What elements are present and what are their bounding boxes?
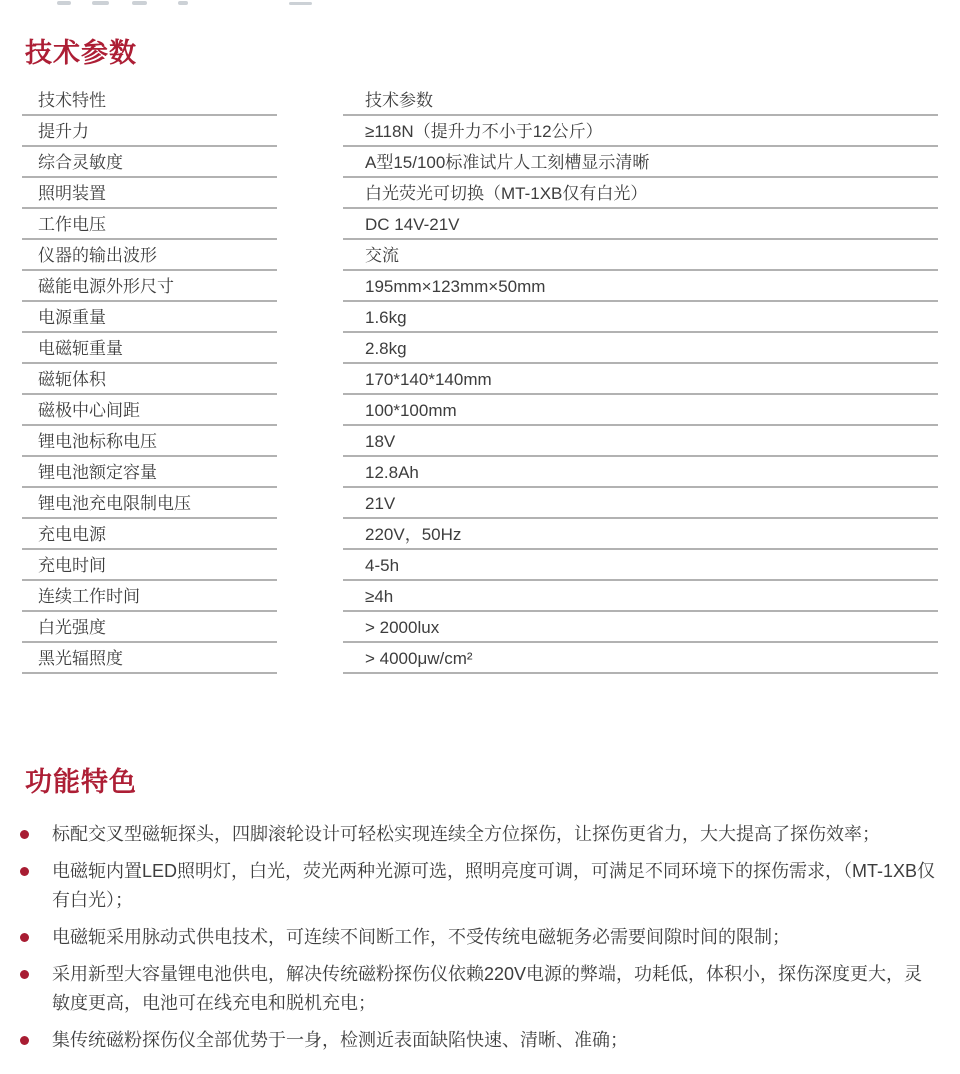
- spec-row-value: 100*100mm: [343, 395, 938, 426]
- spec-row-label: 连续工作时间: [22, 581, 277, 612]
- table-row: [22, 581, 938, 612]
- table-row: [22, 643, 938, 674]
- table-row: [22, 457, 938, 488]
- spec-row-label: 磁极中心间距: [22, 395, 277, 426]
- spec-header-parameter: 技术参数: [343, 85, 938, 116]
- spec-row-value: 170*140*140mm: [343, 364, 938, 395]
- spec-row-label: 黑光辐照度: [22, 643, 277, 674]
- spec-row-value: 195mm×123mm×50mm: [343, 271, 938, 302]
- spec-row-value: 2.8kg: [343, 333, 938, 364]
- spec-row-label: 充电时间: [22, 550, 277, 581]
- table-row: [22, 209, 938, 240]
- spec-header-feature: 技术特性: [22, 85, 277, 116]
- spec-row-value: 18V: [343, 426, 938, 457]
- spec-row-value: > 2000lux: [343, 612, 938, 643]
- spec-row-label: 充电电源: [22, 519, 277, 550]
- features-list: [20, 820, 938, 1063]
- feature-text: 电磁轭内置LED照明灯，白光，荧光两种光源可选，照明亮度可调，可满足不同环境下的探伤需求，（MT-1XB仅有白光）；: [52, 861, 936, 910]
- cropped-text-remnant: [57, 1, 71, 5]
- bullet-icon: [20, 830, 29, 839]
- spec-row-label: 综合灵敏度: [22, 147, 277, 178]
- spec-row-value: 4-5h: [343, 550, 938, 581]
- spec-row-label: 电源重量: [22, 302, 277, 333]
- table-row: [22, 116, 938, 147]
- cropped-text-remnant: [132, 1, 147, 5]
- list-item: [20, 960, 938, 1018]
- spec-row-value: 12.8Ah: [343, 457, 938, 488]
- spec-table: [22, 85, 938, 674]
- list-item: [20, 857, 938, 915]
- spec-row-value: ≥4h: [343, 581, 938, 612]
- spec-row-label: 磁轭体积: [22, 364, 277, 395]
- spec-row-value: 220V，50Hz: [343, 519, 938, 550]
- table-row: [22, 302, 938, 333]
- cropped-text-remnant: [289, 2, 312, 5]
- table-row: [22, 240, 938, 271]
- cropped-text-remnant: [178, 1, 188, 5]
- bullet-icon: [20, 867, 29, 876]
- table-row: [22, 333, 938, 364]
- spec-row-value: > 4000μw/cm²: [343, 643, 938, 674]
- spec-row-label: 锂电池充电限制电压: [22, 488, 277, 519]
- spec-row-label: 锂电池额定容量: [22, 457, 277, 488]
- table-row: [22, 426, 938, 457]
- spec-section-title: 技术参数: [25, 38, 137, 68]
- list-item: [20, 820, 938, 849]
- spec-row-label: 磁能电源外形尺寸: [22, 271, 277, 302]
- table-row: [22, 178, 938, 209]
- spec-row-value: 21V: [343, 488, 938, 519]
- table-row: [22, 271, 938, 302]
- cropped-text-remnant: [92, 1, 109, 5]
- spec-row-label: 工作电压: [22, 209, 277, 240]
- spec-row-label: 锂电池标称电压: [22, 426, 277, 457]
- bullet-icon: [20, 970, 29, 979]
- list-item: [20, 1026, 938, 1055]
- feature-text: 采用新型大容量锂电池供电，解决传统磁粉探伤仪依赖220V电源的弊端，功耗低，体积小，探伤深度更大，灵敏度更高，电池可在线充电和脱机充电；: [52, 964, 923, 1013]
- spec-row-label: 照明装置: [22, 178, 277, 209]
- table-row: [22, 550, 938, 581]
- feature-text: 电磁轭采用脉动式供电技术，可连续不间断工作，不受传统电磁轭务必需要间隙时间的限制；: [52, 927, 790, 947]
- spec-row-label: 电磁轭重量: [22, 333, 277, 364]
- feature-text: 标配交叉型磁轭探头，四脚滚轮设计可轻松实现连续全方位探伤，让探伤更省力，大大提高了探伤效率；: [52, 824, 880, 844]
- table-row: [22, 612, 938, 643]
- feature-text: 集传统磁粉探伤仪全部优势于一身，检测近表面缺陷快速、清晰、准确；: [52, 1030, 628, 1050]
- spec-row-value: 白光荧光可切换（MT-1XB仅有白光）: [343, 178, 938, 209]
- spec-row-label: 白光强度: [22, 612, 277, 643]
- features-section-title: 功能特色: [25, 767, 137, 797]
- bullet-icon: [20, 1036, 29, 1045]
- spec-row-value: ≥118N（提升力不小于12公斤）: [343, 116, 938, 147]
- table-row: [22, 395, 938, 426]
- list-item: [20, 923, 938, 952]
- spec-row-value: 交流: [343, 240, 938, 271]
- spec-row-label: 提升力: [22, 116, 277, 147]
- table-row: [22, 519, 938, 550]
- spec-row-label: 仪器的输出波形: [22, 240, 277, 271]
- spec-row-value: A型15/100标准试片人工刻槽显示清晰: [343, 147, 938, 178]
- bullet-icon: [20, 933, 29, 942]
- spec-row-value: 1.6kg: [343, 302, 938, 333]
- table-row: [22, 147, 938, 178]
- spec-row-value: DC 14V-21V: [343, 209, 938, 240]
- spec-table-header-row: [22, 85, 938, 116]
- table-row: [22, 364, 938, 395]
- table-row: [22, 488, 938, 519]
